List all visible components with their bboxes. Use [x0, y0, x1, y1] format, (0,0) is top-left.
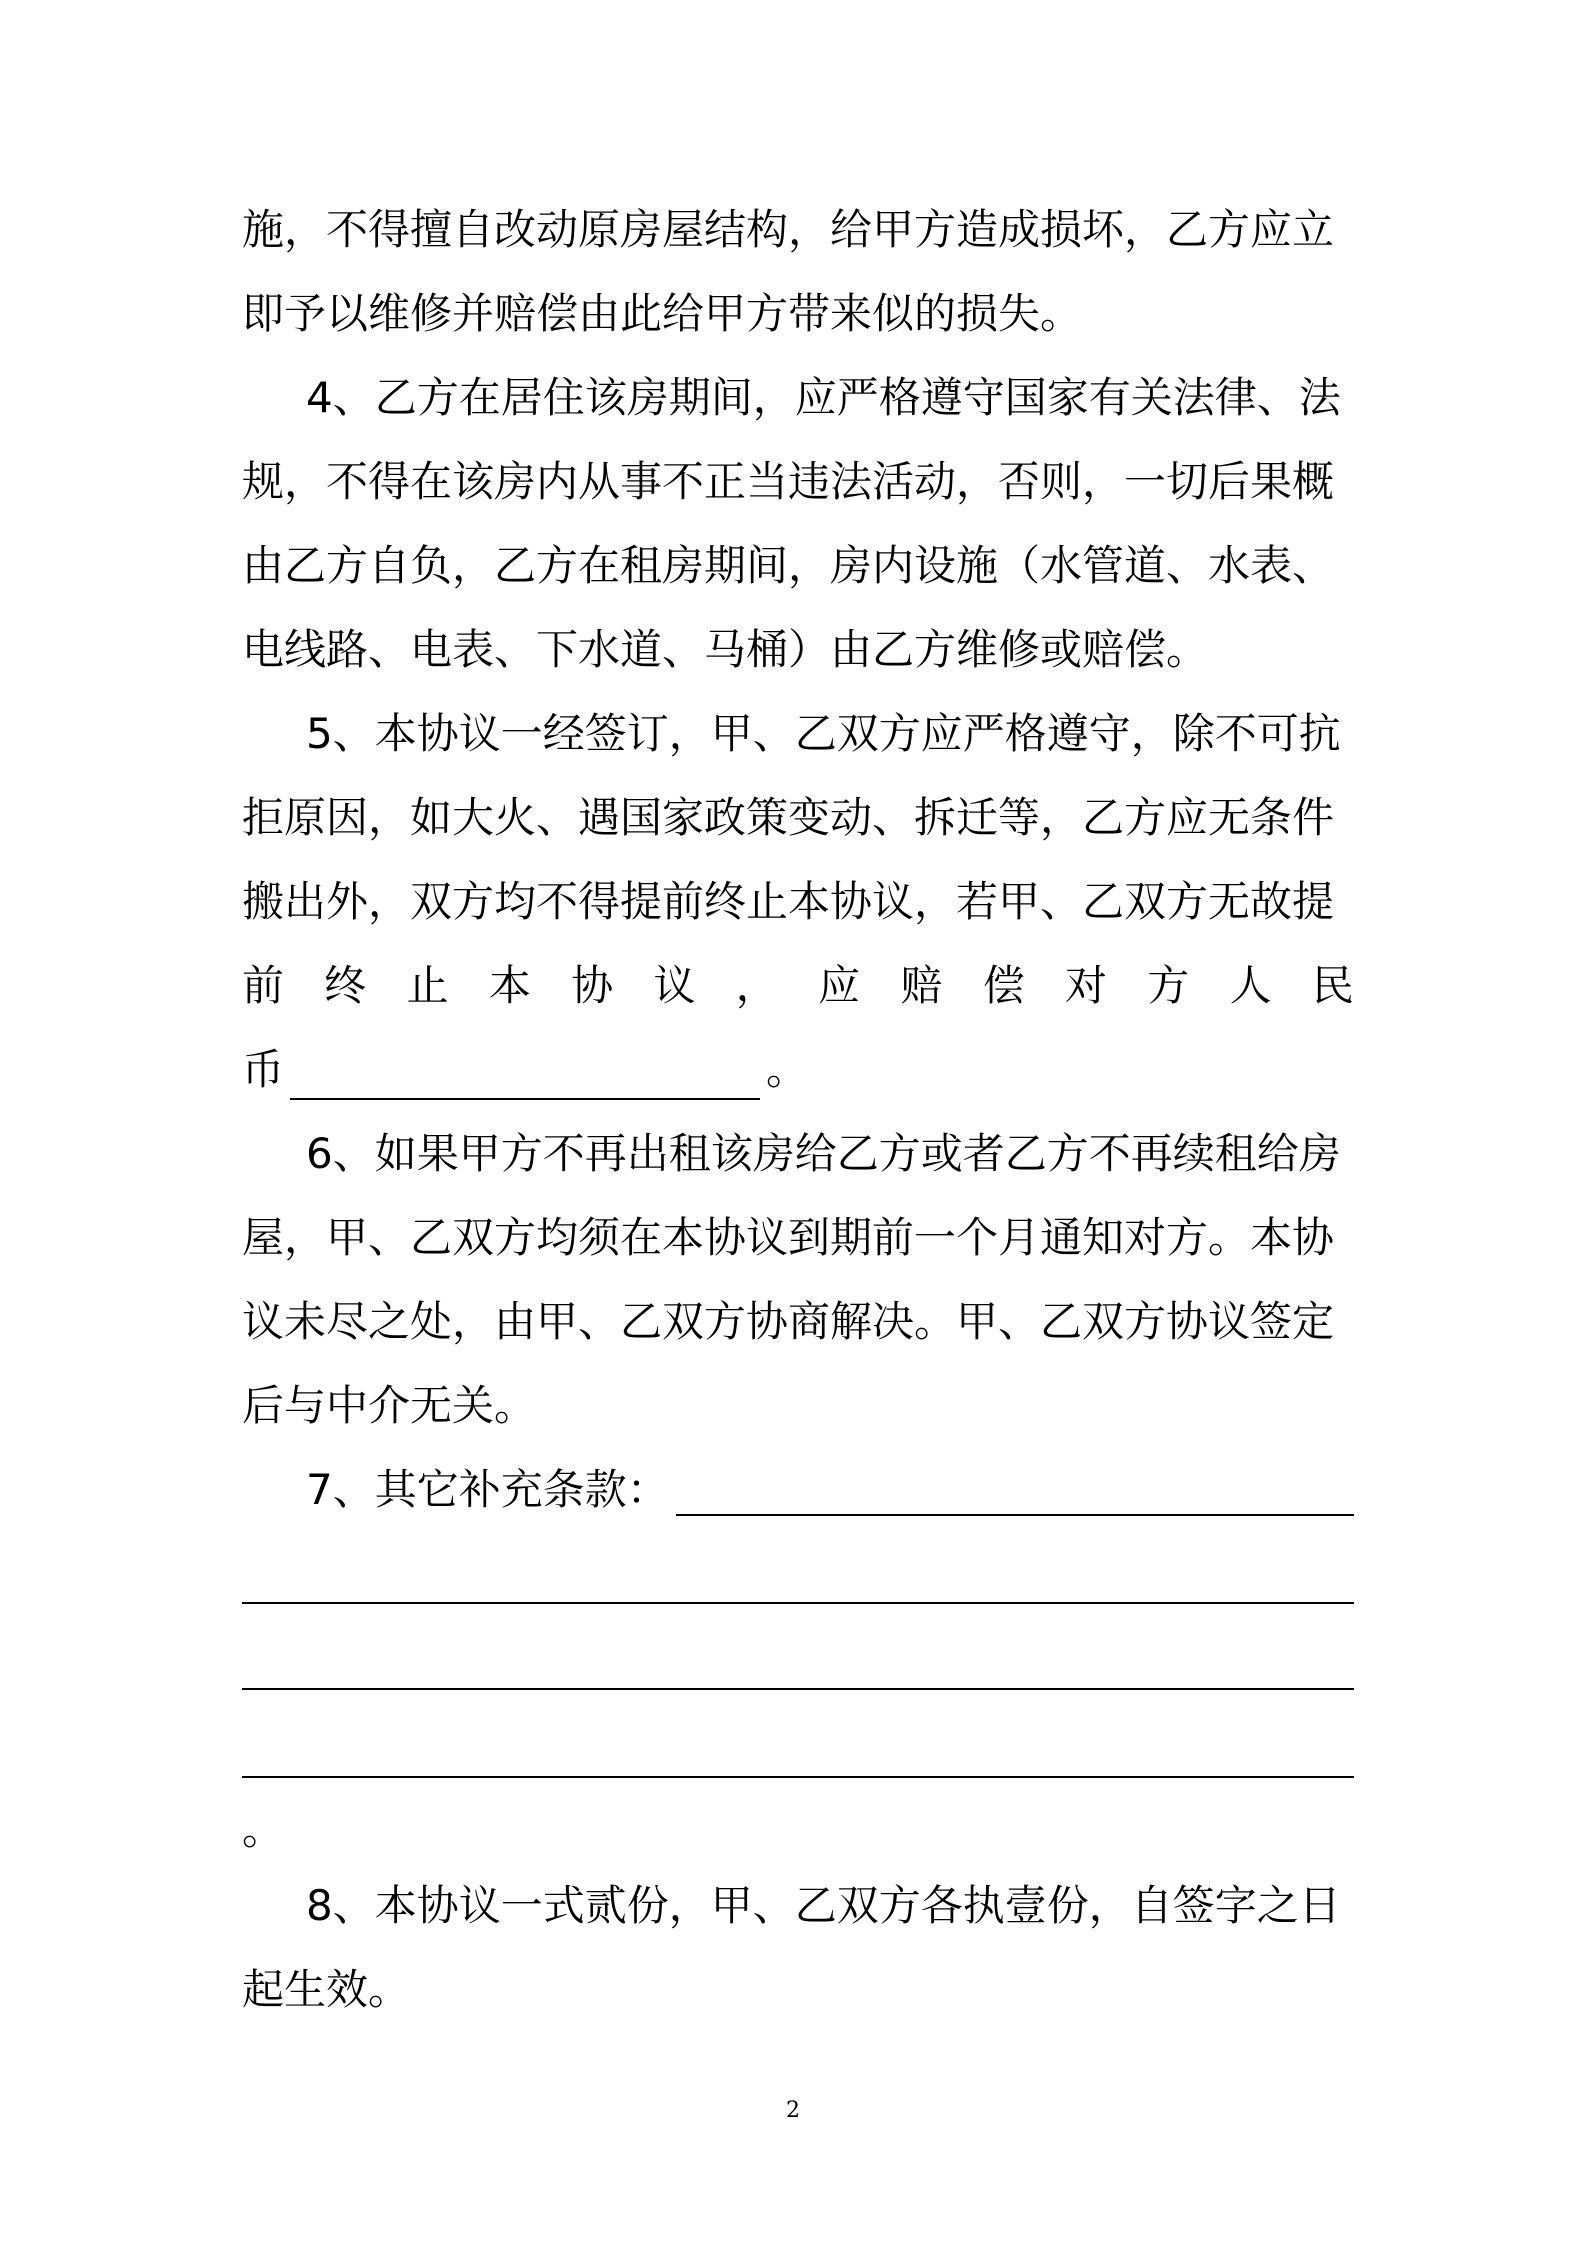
clause-5-line: 5、本协议一经签订，甲、乙双方应严格遵守，除不可抗	[306, 709, 1341, 758]
text-line: 施，不得擅自改动原房屋结构，给甲方造成损坏，乙方应立	[242, 205, 1335, 254]
text-line: 后与中介无关。	[242, 1381, 537, 1430]
supplement-blank-line-1[interactable]	[676, 1514, 1354, 1516]
clause-7-label: 7、其它补充条款：	[306, 1465, 669, 1514]
text-line: 即予以维修并赔偿由此给甲方带来似的损失。	[242, 289, 1083, 338]
text-line: 拒原因，如大火、遇国家政策变动、拆迁等，乙方应无条件	[242, 793, 1335, 842]
text-line: 屋，甲、乙双方均须在本协议到期前一个月通知对方。本协	[242, 1213, 1335, 1262]
spread-text-line: 前 终 止 本 协 议 ， 应 赔 偿 对 方 人 民	[242, 961, 1354, 1010]
clause-6-line: 6、如果甲方不再出租该房给乙方或者乙方不再续租给房	[306, 1129, 1341, 1178]
text-line: 由乙方自负，乙方在租房期间，房内设施（水管道、水表、	[242, 541, 1335, 590]
amount-blank-field[interactable]	[290, 1054, 760, 1100]
text-line: 搬出外，双方均不得提前终止本协议，若甲、乙双方无故提	[242, 877, 1335, 926]
currency-label: 币	[242, 1045, 285, 1094]
text-line: 电线路、电表、下水道、马桶）由乙方维修或赔偿。	[242, 625, 1209, 674]
currency-period: 。	[766, 1045, 809, 1094]
text-line: 规，不得在该房内从事不正当违法活动，否则，一切后果概	[242, 457, 1335, 506]
supplement-period: 。	[242, 1805, 285, 1854]
supplement-blank-line-3[interactable]	[242, 1688, 1354, 1690]
supplement-blank-line-2[interactable]	[242, 1602, 1354, 1604]
page-number: 2	[786, 2098, 800, 2123]
supplement-blank-line-4[interactable]	[242, 1776, 1354, 1778]
text-line: 起生效。	[242, 1965, 411, 2014]
clause-4-line: 4、乙方在居住该房期间，应严格遵守国家有关法律、法	[306, 373, 1341, 422]
clause-8-line: 8、本协议一式贰份，甲、乙双方各执壹份，自签字之日	[306, 1881, 1341, 1930]
currency-line	[242, 1040, 1354, 1100]
text-line: 议未尽之处，由甲、乙双方协商解决。甲、乙双方协议签定	[242, 1297, 1335, 1346]
